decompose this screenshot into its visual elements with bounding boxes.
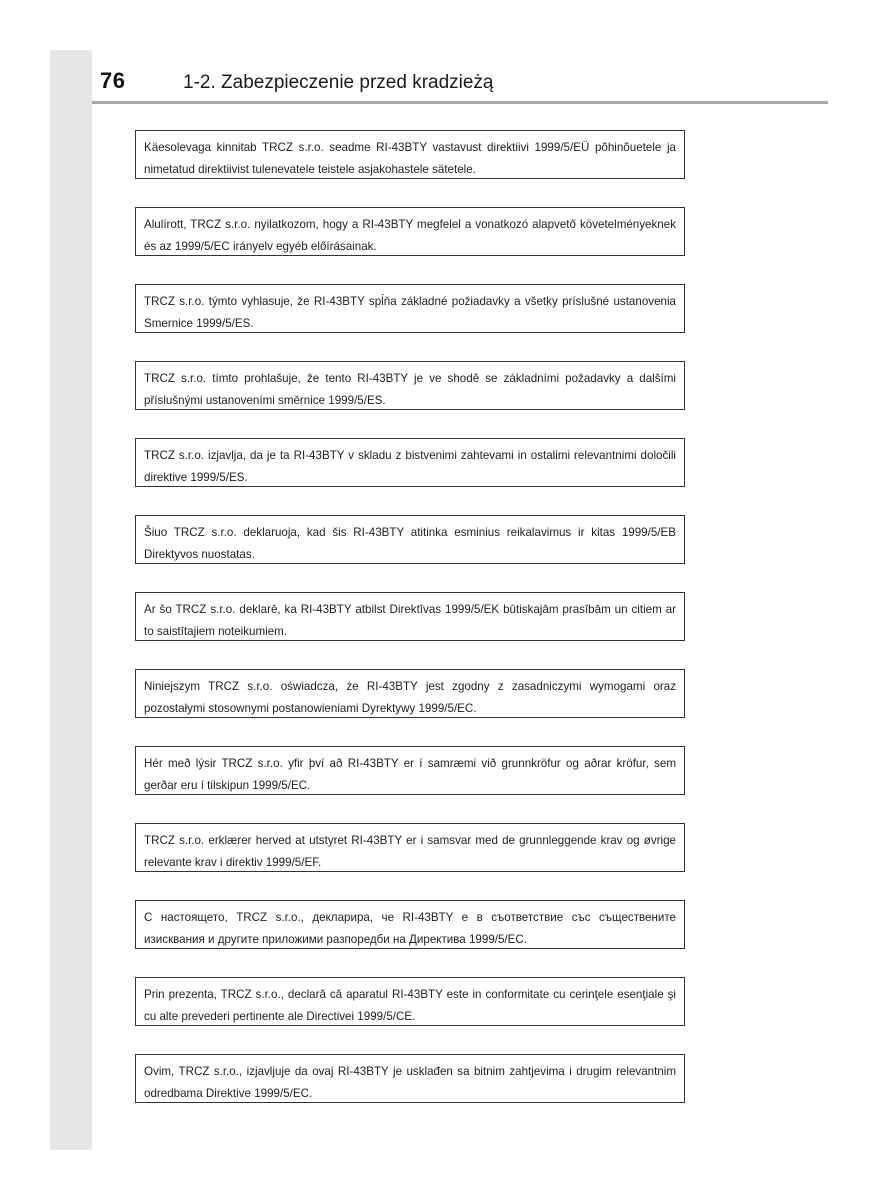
declaration-slovenian: TRCZ s.r.o. izjavlja, da je ta RI-43BTY v skladu z bistvenimi zahtevami in ostalimi relevantnimi določili direktive 1999/5/ES. <box>135 438 685 487</box>
declaration-estonian: Käesolevaga kinnitab TRCZ s.r.o. seadme RI-43BTY vastavust direktiivi 1999/5/EÜ põhinõuetele ja nimetatud direktiivist tulenevatele teistele asjakohastele sätetele. <box>135 130 685 179</box>
declaration-hungarian: Alulírott, TRCZ s.r.o. nyilatkozom, hogy a RI-43BTY megfelel a vonatkozó alapvető követelményeknek és az 1999/5/EC irányelv egyéb előírásainak. <box>135 207 685 256</box>
header-divider <box>92 101 828 104</box>
declaration-latvian: Ar šo TRCZ s.r.o. deklarē, ka RI-43BTY atbilst Direktīvas 1999/5/EK būtiskajām prasībām un citiem ar to saistītajiem noteikumiem. <box>135 592 685 641</box>
page-number: 76 <box>100 68 126 93</box>
declaration-bulgarian: С настоящето, TRCZ s.r.o., декларира, че RI-43BTY е в съответствие със съществените изисквания и другите приложими разпоредби на Директива 1999/5/EC. <box>135 900 685 949</box>
declaration-icelandic: Hér með lýsir TRCZ s.r.o. yfir því að RI-43BTY er í samræmi við grunnkröfur og aðrar kröfur, sem gerðar eru í tilskipun 1999/5/EC. <box>135 746 685 795</box>
declaration-lithuanian: Šiuo TRCZ s.r.o. deklaruoja, kad šis RI-43BTY atitinka esminius reikalavimus ir kitas 1999/5/EB Direktyvos nuostatas. <box>135 515 685 564</box>
declaration-polish: Niniejszym TRCZ s.r.o. oświadcza, że RI-43BTY jest zgodny z zasadniczymi wymogami oraz pozostałymi stosownymi postanowieniami Dyrektywy 1999/5/EC. <box>135 669 685 718</box>
declaration-czech: TRCZ s.r.o. tímto prohlašuje, že tento RI-43BTY je ve shodě se základními požadavky a dalšími příslušnými ustanoveními směrnice 1999/5/ES. <box>135 361 685 410</box>
declaration-croatian: Ovim, TRCZ s.r.o., izjavljuje da ovaj RI-43BTY je usklađen sa bitnim zahtjevima i drugim relevantnim odredbama Direktive 1999/5/EC. <box>135 1054 685 1103</box>
declaration-slovak: TRCZ s.r.o. týmto vyhlasuje, že RI-43BTY spĺňa základné požiadavky a všetky príslušné ustanovenia Smernice 1999/5/ES. <box>135 284 685 333</box>
declaration-norwegian: TRCZ s.r.o. erklærer herved at utstyret RI-43BTY er i samsvar med de grunnleggende krav og øvrige relevante krav i direktiv 1999/5/EF. <box>135 823 685 872</box>
page-margin-band <box>50 50 92 1150</box>
declaration-romanian: Prin prezenta, TRCZ s.r.o., declară că aparatul RI-43BTY este in conformitate cu cerinţele esenţiale şi cu alte prevederi pertinente ale Directivei 1999/5/CE. <box>135 977 685 1026</box>
declaration-list <box>135 130 685 1131</box>
chapter-title: 1-2. Zabezpieczenie przed kradzieżą <box>183 72 494 93</box>
